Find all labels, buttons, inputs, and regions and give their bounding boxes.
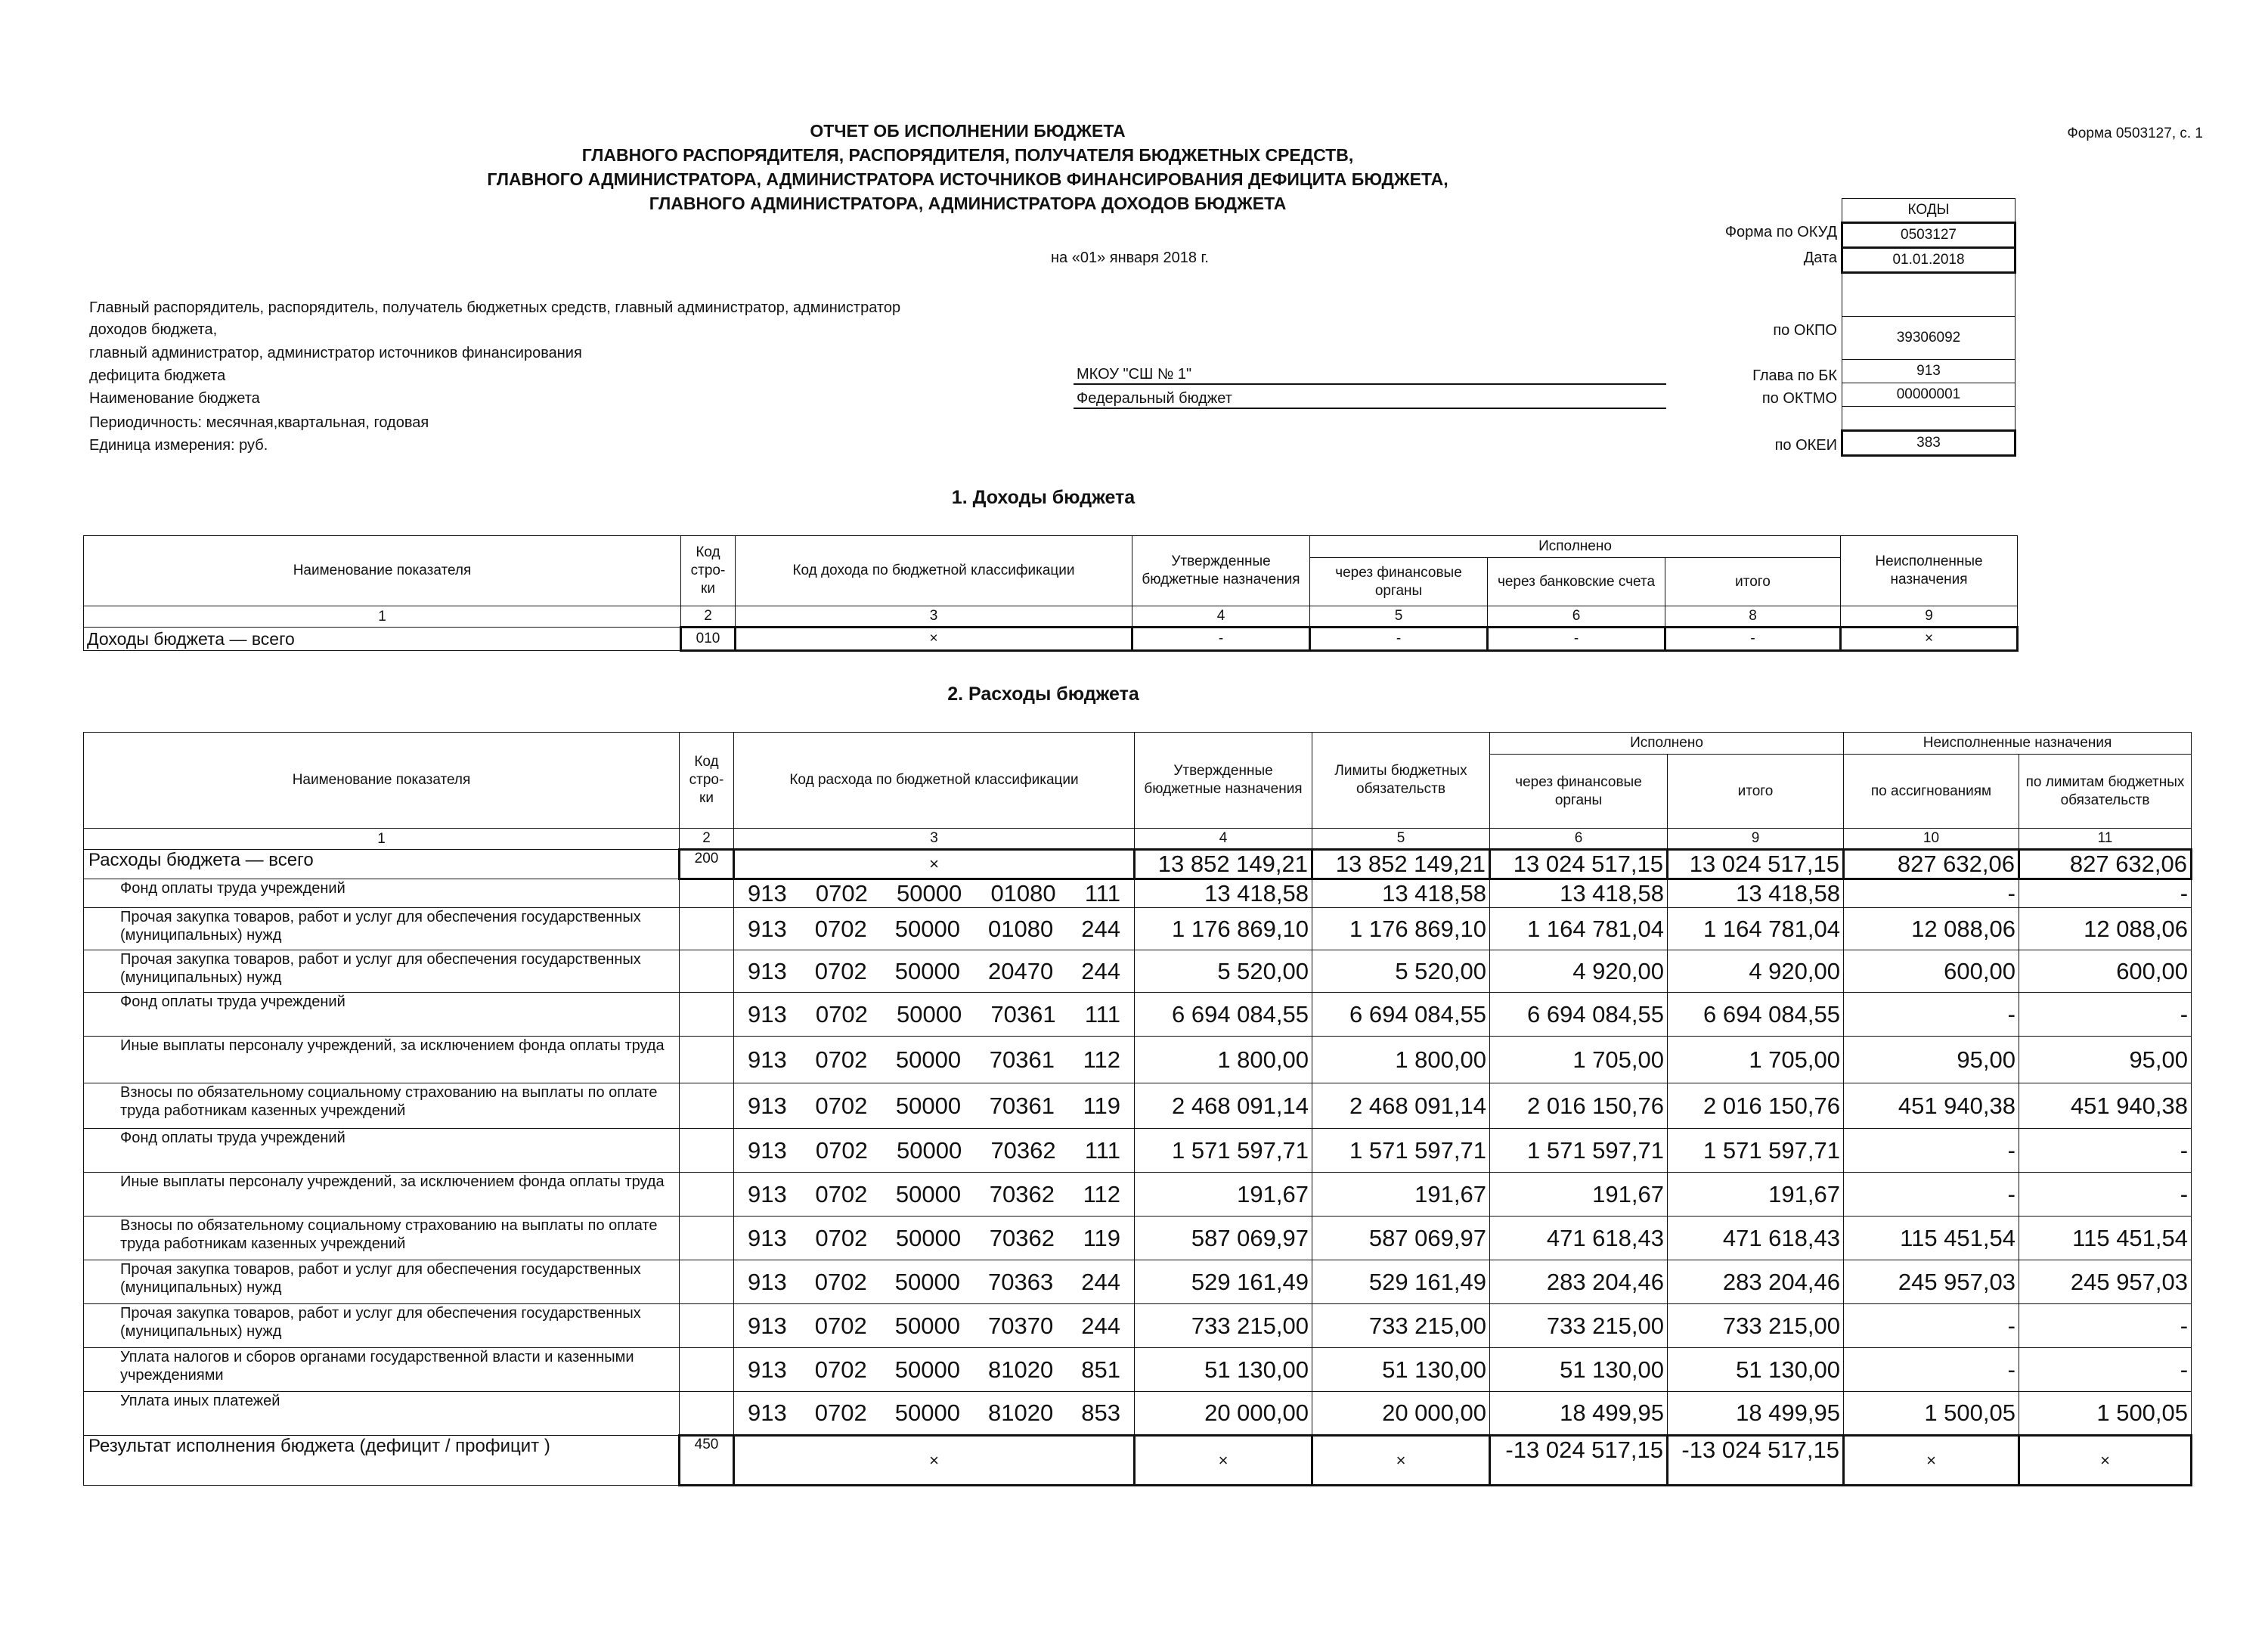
kbk-part: 50000 xyxy=(897,1136,962,1164)
kbk-part: 0702 xyxy=(814,915,867,942)
okud-label: Форма по ОКУД xyxy=(1724,224,1837,240)
expense-row-name: Прочая закупка товаров, работ и услуг для обеспечения государственных (муниципальных) нужд xyxy=(84,1260,680,1304)
expense-row-by-limits: 12 088,06 xyxy=(2019,908,2192,950)
kbk-part: 70363 xyxy=(988,1268,1054,1295)
codes-blank-2 xyxy=(1842,407,2015,431)
kbk-part: 0702 xyxy=(814,1399,867,1426)
expense-row xyxy=(84,1392,2192,1436)
expense-row xyxy=(84,993,2192,1037)
kbk-part: 913 xyxy=(748,1224,787,1251)
expense-row-kbk xyxy=(734,1083,1135,1129)
expense-row-limits: 5 520,00 xyxy=(1312,950,1490,993)
expense-row xyxy=(84,950,2192,993)
income-col-num: 9 xyxy=(1841,606,2018,628)
kbk-part: 01080 xyxy=(990,880,1056,907)
kbk-part: 0702 xyxy=(814,1268,867,1295)
expense-row-by-assign: 12 088,06 xyxy=(1844,908,2019,950)
kbk-part: 853 xyxy=(1081,1399,1120,1426)
kbk-part: 50000 xyxy=(894,957,960,984)
expense-row-kbk xyxy=(734,879,1135,908)
expense-row-name: Уплата налогов и сборов органами государственной власти и казенными учреждениями xyxy=(84,1348,680,1392)
expense-row-total: 2 016 150,76 xyxy=(1668,1083,1844,1129)
expense-row-limits: 51 130,00 xyxy=(1312,1348,1490,1392)
expense-row xyxy=(84,1348,2192,1392)
expense-row-code xyxy=(680,1129,734,1173)
requisite-line-7: Единица измерения: руб. xyxy=(89,437,268,454)
expense-row-kbk xyxy=(734,1348,1135,1392)
organization-name: МКОУ "СШ № 1" xyxy=(1074,366,1666,385)
expense-row-approved: 6 694 084,55 xyxy=(1135,993,1312,1037)
kbk-part: 01080 xyxy=(988,915,1054,942)
kbk-part: 50000 xyxy=(895,1092,962,1119)
income-total-row xyxy=(84,628,2018,651)
expense-row-kbk xyxy=(734,1037,1135,1083)
kbk-part: 81020 xyxy=(988,1399,1054,1426)
okpo-code: 39306092 xyxy=(1842,317,2015,360)
expense-row-by-assign: - xyxy=(1844,1348,2019,1392)
expense-row-limits: 191,67 xyxy=(1312,1173,1490,1217)
kbk-part: 0702 xyxy=(814,1356,867,1383)
expense-row-approved: 587 069,97 xyxy=(1135,1217,1312,1260)
expense-row-fin: 471 618,43 xyxy=(1490,1217,1668,1260)
kbk-part: 0702 xyxy=(815,1092,868,1119)
expense-row-limits: 1 800,00 xyxy=(1312,1037,1490,1083)
kbk-part: 50000 xyxy=(894,1399,960,1426)
requisite-line-1: Главный распорядитель, распорядитель, получатель бюджетных средств, главный администратор, администратор xyxy=(89,299,901,316)
expenses-total-kbk: × xyxy=(734,850,1135,879)
expenses-col-num: 1 xyxy=(84,829,680,850)
form-reference: Форма 0503127, с. 1 xyxy=(2067,126,2203,141)
expense-row-by-limits: - xyxy=(2019,1173,2192,1217)
kbk-part: 70362 xyxy=(989,1224,1055,1251)
report-title-line-1: ОТЧЕТ ОБ ИСПОЛНЕНИИ БЮДЖЕТА xyxy=(810,121,1126,141)
kbk-part: 913 xyxy=(748,1136,787,1164)
expense-row-kbk xyxy=(734,908,1135,950)
expense-row-kbk xyxy=(734,1392,1135,1436)
income-row-approved: - xyxy=(1132,628,1310,651)
expense-row-by-limits: 115 451,54 xyxy=(2019,1217,2192,1260)
expense-row-code xyxy=(680,908,734,950)
result-approved: × xyxy=(1135,1436,1312,1486)
kbk-part: 50000 xyxy=(895,1046,962,1073)
kbk-part: 913 xyxy=(748,880,787,907)
kbk-part: 0702 xyxy=(815,880,868,907)
kbk-part: 0702 xyxy=(814,1312,867,1339)
result-by-assignments: × xyxy=(1844,1436,2019,1486)
expense-row-total: 471 618,43 xyxy=(1668,1217,1844,1260)
expense-row-limits: 733 215,00 xyxy=(1312,1304,1490,1348)
codes-blank xyxy=(1842,273,2015,317)
expenses-h-kbk: Код расхода по бюджетной классификации xyxy=(734,733,1135,829)
expenses-col-num: 10 xyxy=(1844,829,2019,850)
income-h-approved: Утвержденные бюджетные назначения xyxy=(1132,536,1310,606)
income-h-total: итого xyxy=(1665,558,1841,606)
expense-row-fin: 2 016 150,76 xyxy=(1490,1083,1668,1129)
expense-row-limits: 1 571 597,71 xyxy=(1312,1129,1490,1173)
expense-row-by-assign: 245 957,03 xyxy=(1844,1260,2019,1304)
expense-row-fin: 1 571 597,71 xyxy=(1490,1129,1668,1173)
report-title-line-2: ГЛАВНОГО РАСПОРЯДИТЕЛЯ, РАСПОРЯДИТЕЛЯ, ПОЛУЧАТЕЛЯ БЮДЖЕТНЫХ СРЕДСТВ, xyxy=(581,145,1354,165)
expense-row-by-limits: - xyxy=(2019,1129,2192,1173)
codes-box xyxy=(1841,198,2016,457)
expenses-h-fin: через финансовые органы xyxy=(1490,755,1668,829)
expense-row-by-assign: - xyxy=(1844,1173,2019,1217)
expense-row-total: 283 204,46 xyxy=(1668,1260,1844,1304)
kbk-part: 119 xyxy=(1083,1092,1120,1119)
expense-row xyxy=(84,1037,2192,1083)
expense-row-code xyxy=(680,1083,734,1129)
expenses-h-by-limits: по лимитам бюджетных обязательств xyxy=(2019,755,2192,829)
expense-row-code xyxy=(680,1304,734,1348)
expense-row-code xyxy=(680,1037,734,1083)
expense-row-name: Прочая закупка товаров, работ и услуг для обеспечения государственных (муниципальных) нужд xyxy=(84,908,680,950)
oktmo-label: по ОКТМО xyxy=(1761,390,1837,407)
kbk-part: 0702 xyxy=(815,1136,868,1164)
expense-row-fin: 1 705,00 xyxy=(1490,1037,1668,1083)
expense-row-limits: 2 468 091,14 xyxy=(1312,1083,1490,1129)
expense-row-fin: 283 204,46 xyxy=(1490,1260,1668,1304)
expense-row-by-assign: - xyxy=(1844,993,2019,1037)
date-code: 01.01.2018 xyxy=(1842,248,2015,273)
expenses-col-num: 2 xyxy=(680,829,734,850)
expense-row-kbk xyxy=(734,1217,1135,1260)
kbk-part: 913 xyxy=(748,1399,787,1426)
income-col-num: 8 xyxy=(1665,606,1841,628)
expense-row-approved: 1 571 597,71 xyxy=(1135,1129,1312,1173)
income-row-code: 010 xyxy=(681,628,736,651)
kbk-part: 112 xyxy=(1083,1180,1120,1207)
okei-label: по ОКЕИ xyxy=(1774,437,1837,454)
expense-row-total: 191,67 xyxy=(1668,1173,1844,1217)
okei-code: 383 xyxy=(1842,431,2015,456)
requisite-line-6: Периодичность: месячная,квартальная, годовая xyxy=(89,414,429,431)
income-row-unexecuted: × xyxy=(1841,628,2018,651)
expense-row-kbk xyxy=(734,1260,1135,1304)
expenses-h-limits: Лимиты бюджетных обязательств xyxy=(1312,733,1490,829)
expense-row-kbk xyxy=(734,950,1135,993)
expense-row-by-limits: 1 500,05 xyxy=(2019,1392,2192,1436)
expense-row-by-limits: 600,00 xyxy=(2019,950,2192,993)
expense-row-approved: 2 468 091,14 xyxy=(1135,1083,1312,1129)
income-section-title: 1. Доходы бюджета xyxy=(951,487,1136,508)
expense-row-fin: 4 920,00 xyxy=(1490,950,1668,993)
kbk-part: 0702 xyxy=(815,1224,868,1251)
expenses-col-num: 3 xyxy=(734,829,1135,850)
expense-row-by-assign: 115 451,54 xyxy=(1844,1217,2019,1260)
expense-row-kbk xyxy=(734,993,1135,1037)
expenses-section-title: 2. Расходы бюджета xyxy=(947,683,1139,705)
expense-row-by-assign: 95,00 xyxy=(1844,1037,2019,1083)
kbk-part: 20470 xyxy=(988,957,1054,984)
kbk-part: 70362 xyxy=(989,1180,1055,1207)
result-by-limits: × xyxy=(2019,1436,2192,1486)
kbk-part: 913 xyxy=(748,1180,787,1207)
kbk-part: 112 xyxy=(1083,1046,1120,1073)
expenses-h-approved: Утвержденные бюджетные назначения xyxy=(1135,733,1312,829)
income-row-fin: - xyxy=(1310,628,1488,651)
expense-row-by-assign: - xyxy=(1844,1129,2019,1173)
income-col-num: 6 xyxy=(1488,606,1665,628)
expense-row-name: Иные выплаты персоналу учреждений, за исключением фонда оплаты труда xyxy=(84,1173,680,1217)
expense-row-name: Фонд оплаты труда учреждений xyxy=(84,1129,680,1173)
kbk-part: 70370 xyxy=(988,1312,1054,1339)
expense-row-by-limits: - xyxy=(2019,1348,2192,1392)
income-row-name: Доходы бюджета — всего xyxy=(84,628,681,651)
codes-header: КОДЫ xyxy=(1842,199,2015,223)
expense-row-by-assign: 451 940,38 xyxy=(1844,1083,2019,1129)
expense-row-approved: 733 215,00 xyxy=(1135,1304,1312,1348)
income-col-num: 1 xyxy=(84,606,681,628)
expense-row-fin: 13 418,58 xyxy=(1490,879,1668,908)
expense-row-by-assign: - xyxy=(1844,879,2019,908)
income-row-total: - xyxy=(1665,628,1841,651)
expense-row-approved: 529 161,49 xyxy=(1135,1260,1312,1304)
income-col-num: 5 xyxy=(1310,606,1488,628)
kbk-part: 50000 xyxy=(894,1268,960,1295)
kbk-part: 50000 xyxy=(895,1180,962,1207)
kbk-part: 70361 xyxy=(990,1000,1056,1027)
expense-row-code xyxy=(680,1173,734,1217)
expense-row-limits: 587 069,97 xyxy=(1312,1217,1490,1260)
requisite-line-3: главный администратор, администратор источников финансирования xyxy=(89,345,582,361)
kbk-part: 111 xyxy=(1084,1000,1120,1027)
expense-row-by-assign: 600,00 xyxy=(1844,950,2019,993)
expense-row-code xyxy=(680,879,734,908)
expense-row-name: Фонд оплаты труда учреждений xyxy=(84,879,680,908)
expense-row-total: 6 694 084,55 xyxy=(1668,993,1844,1037)
expenses-col-num: 9 xyxy=(1668,829,1844,850)
expenses-h-executed: Исполнено xyxy=(1490,733,1844,755)
expense-row-approved: 1 176 869,10 xyxy=(1135,908,1312,950)
expense-row-total: 1 705,00 xyxy=(1668,1037,1844,1083)
kbk-part: 913 xyxy=(748,1268,787,1295)
income-h-bank: через банковские счета xyxy=(1488,558,1665,606)
kbk-part: 81020 xyxy=(988,1356,1054,1383)
expense-row-limits: 20 000,00 xyxy=(1312,1392,1490,1436)
okpo-label: по ОКПО xyxy=(1773,322,1837,339)
income-row-kbk: × xyxy=(736,628,1132,651)
expense-row-by-assign: - xyxy=(1844,1304,2019,1348)
kbk-part: 0702 xyxy=(815,1180,868,1207)
expense-row-fin: 191,67 xyxy=(1490,1173,1668,1217)
result-total: -13 024 517,15 xyxy=(1668,1436,1844,1486)
expense-row-code xyxy=(680,993,734,1037)
expense-row xyxy=(84,1173,2192,1217)
income-h-executed: Исполнено xyxy=(1310,536,1841,558)
expenses-h-unexecuted: Неисполненные назначения xyxy=(1844,733,2192,755)
expenses-col-num: 5 xyxy=(1312,829,1490,850)
kbk-part: 50000 xyxy=(894,1356,960,1383)
expense-row-approved: 5 520,00 xyxy=(1135,950,1312,993)
income-h-fin: через финансовые органы xyxy=(1310,558,1488,606)
expense-row-by-limits: 451 940,38 xyxy=(2019,1083,2192,1129)
result-fin: -13 024 517,15 xyxy=(1490,1436,1668,1486)
kbk-part: 119 xyxy=(1083,1224,1120,1251)
requisite-line-2: доходов бюджета, xyxy=(89,321,218,338)
expense-row-limits: 13 418,58 xyxy=(1312,879,1490,908)
date-label: Дата xyxy=(1803,250,1837,266)
kbk-part: 50000 xyxy=(894,915,960,942)
income-table xyxy=(83,535,2019,652)
expense-row-by-limits: 245 957,03 xyxy=(2019,1260,2192,1304)
expenses-total-code: 200 xyxy=(680,850,734,879)
expense-row-name: Взносы по обязательному социальному страхованию на выплаты по оплате труда работникам казенных учреждений xyxy=(84,1083,680,1129)
expenses-total-total: 13 024 517,15 xyxy=(1668,850,1844,879)
bk-code: 913 xyxy=(1842,360,2015,383)
expense-row-name: Уплата иных платежей xyxy=(84,1392,680,1436)
expense-row xyxy=(84,1260,2192,1304)
requisite-line-5: Наименование бюджета xyxy=(89,390,260,407)
result-code: 450 xyxy=(680,1436,734,1486)
expense-row-by-limits: - xyxy=(2019,879,2192,908)
income-h-name: Наименование показателя xyxy=(84,536,681,606)
expenses-total-name: Расходы бюджета — всего xyxy=(84,850,680,879)
kbk-part: 50000 xyxy=(897,1000,962,1027)
expense-row-code xyxy=(680,1348,734,1392)
expense-row-limits: 529 161,49 xyxy=(1312,1260,1490,1304)
expense-row-name: Прочая закупка товаров, работ и услуг для обеспечения государственных (муниципальных) нужд xyxy=(84,950,680,993)
income-h-kbk: Код дохода по бюджетной классификации xyxy=(736,536,1132,606)
income-col-num: 4 xyxy=(1132,606,1310,628)
income-col-num: 2 xyxy=(681,606,736,628)
expenses-total-approved: 13 852 149,21 xyxy=(1135,850,1312,879)
expense-row-total: 4 920,00 xyxy=(1668,950,1844,993)
expense-row xyxy=(84,908,2192,950)
expenses-total-fin: 13 024 517,15 xyxy=(1490,850,1668,879)
kbk-part: 913 xyxy=(748,1312,787,1339)
expenses-col-num: 11 xyxy=(2019,829,2192,850)
expenses-h-total: итого xyxy=(1668,755,1844,829)
expenses-h-name: Наименование показателя xyxy=(84,733,680,829)
expense-row xyxy=(84,1217,2192,1260)
expenses-total-row xyxy=(84,850,2192,879)
result-limits: × xyxy=(1312,1436,1490,1486)
kbk-part: 0702 xyxy=(815,1000,868,1027)
expenses-total-limits: 13 852 149,21 xyxy=(1312,850,1490,879)
expense-row-total: 1 571 597,71 xyxy=(1668,1129,1844,1173)
kbk-part: 913 xyxy=(748,957,787,984)
kbk-part: 913 xyxy=(748,1092,787,1119)
expense-row-limits: 1 176 869,10 xyxy=(1312,908,1490,950)
expense-row-code xyxy=(680,1392,734,1436)
expenses-table xyxy=(83,732,2192,1486)
expense-row-name: Фонд оплаты труда учреждений xyxy=(84,993,680,1037)
report-title-line-4: ГЛАВНОГО АДМИНИСТРАТОРА, АДМИНИСТРАТОРА ДОХОДОВ БЮДЖЕТА xyxy=(649,194,1287,213)
expenses-total-by-limits: 827 632,06 xyxy=(2019,850,2192,879)
expense-row-approved: 20 000,00 xyxy=(1135,1392,1312,1436)
expense-row-name: Иные выплаты персоналу учреждений, за исключением фонда оплаты труда xyxy=(84,1037,680,1083)
expenses-h-code: Код стро-ки xyxy=(680,733,734,829)
budget-name: Федеральный бюджет xyxy=(1074,390,1666,409)
kbk-part: 111 xyxy=(1084,1136,1120,1164)
expenses-col-num: 6 xyxy=(1490,829,1668,850)
expense-row-by-limits: 95,00 xyxy=(2019,1037,2192,1083)
kbk-part: 913 xyxy=(748,915,787,942)
expense-row-fin: 51 130,00 xyxy=(1490,1348,1668,1392)
requisite-line-4: дефицита бюджета xyxy=(89,367,226,384)
income-h-unexecuted: Неисполненные назначения xyxy=(1841,536,2018,606)
bk-label: Глава по БК xyxy=(1752,367,1837,384)
kbk-part: 244 xyxy=(1081,1312,1120,1339)
expenses-h-by-assignments: по ассигнованиям xyxy=(1844,755,2019,829)
kbk-part: 244 xyxy=(1081,1268,1120,1295)
expense-row-approved: 51 130,00 xyxy=(1135,1348,1312,1392)
expense-row-name: Взносы по обязательному социальному страхованию на выплаты по оплате труда работникам казенных учреждений xyxy=(84,1217,680,1260)
expense-row-total: 51 130,00 xyxy=(1668,1348,1844,1392)
expense-row-fin: 6 694 084,55 xyxy=(1490,993,1668,1037)
result-kbk: × xyxy=(734,1436,1135,1486)
income-h-code: Код стро-ки xyxy=(681,536,736,606)
expense-row-fin: 18 499,95 xyxy=(1490,1392,1668,1436)
kbk-part: 70362 xyxy=(990,1136,1056,1164)
expenses-total-by-assignments: 827 632,06 xyxy=(1844,850,2019,879)
expense-row-fin: 733 215,00 xyxy=(1490,1304,1668,1348)
kbk-part: 244 xyxy=(1081,957,1120,984)
expenses-result-row xyxy=(84,1436,2192,1486)
kbk-part: 851 xyxy=(1081,1356,1120,1383)
expense-row-limits: 6 694 084,55 xyxy=(1312,993,1490,1037)
kbk-part: 0702 xyxy=(815,1046,868,1073)
expenses-col-num: 4 xyxy=(1135,829,1312,850)
expense-row xyxy=(84,1083,2192,1129)
expense-row-code xyxy=(680,1217,734,1260)
expense-row-kbk xyxy=(734,1129,1135,1173)
okud-code: 0503127 xyxy=(1842,223,2015,248)
expense-row-total: 13 418,58 xyxy=(1668,879,1844,908)
kbk-part: 244 xyxy=(1081,915,1120,942)
expense-row xyxy=(84,1129,2192,1173)
kbk-part: 0702 xyxy=(814,957,867,984)
expense-row-approved: 191,67 xyxy=(1135,1173,1312,1217)
expense-row-fin: 1 164 781,04 xyxy=(1490,908,1668,950)
expense-row-code xyxy=(680,950,734,993)
expense-row-name: Прочая закупка товаров, работ и услуг для обеспечения государственных (муниципальных) нужд xyxy=(84,1304,680,1348)
expense-row-approved: 1 800,00 xyxy=(1135,1037,1312,1083)
kbk-part: 913 xyxy=(748,1046,787,1073)
expense-row-approved: 13 418,58 xyxy=(1135,879,1312,908)
expense-row xyxy=(84,1304,2192,1348)
kbk-part: 50000 xyxy=(897,880,962,907)
kbk-part: 913 xyxy=(748,1000,787,1027)
kbk-part: 50000 xyxy=(894,1312,960,1339)
expense-row-kbk xyxy=(734,1173,1135,1217)
expense-row xyxy=(84,879,2192,908)
expense-row-by-limits: - xyxy=(2019,1304,2192,1348)
kbk-part: 70361 xyxy=(989,1092,1055,1119)
expense-row-kbk xyxy=(734,1304,1135,1348)
expense-row-by-assign: 1 500,05 xyxy=(1844,1392,2019,1436)
result-name: Результат исполнения бюджета (дефицит / профицит ) xyxy=(84,1436,680,1486)
expense-row-total: 18 499,95 xyxy=(1668,1392,1844,1436)
income-col-num: 3 xyxy=(736,606,1132,628)
income-row-bank: - xyxy=(1488,628,1665,651)
oktmo-code: 00000001 xyxy=(1842,383,2015,407)
expense-row-total: 733 215,00 xyxy=(1668,1304,1844,1348)
kbk-part: 111 xyxy=(1084,880,1120,907)
report-date-line: на «01» января 2018 г. xyxy=(1051,250,1209,266)
report-title-line-3: ГЛАВНОГО АДМИНИСТРАТОРА, АДМИНИСТРАТОРА ИСТОЧНИКОВ ФИНАНСИРОВАНИЯ ДЕФИЦИТА БЮДЖЕТА, xyxy=(487,169,1448,189)
kbk-part: 70361 xyxy=(989,1046,1055,1073)
kbk-part: 913 xyxy=(748,1356,787,1383)
expense-row-code xyxy=(680,1260,734,1304)
kbk-part: 50000 xyxy=(895,1224,962,1251)
expense-row-total: 1 164 781,04 xyxy=(1668,908,1844,950)
expense-row-by-limits: - xyxy=(2019,993,2192,1037)
